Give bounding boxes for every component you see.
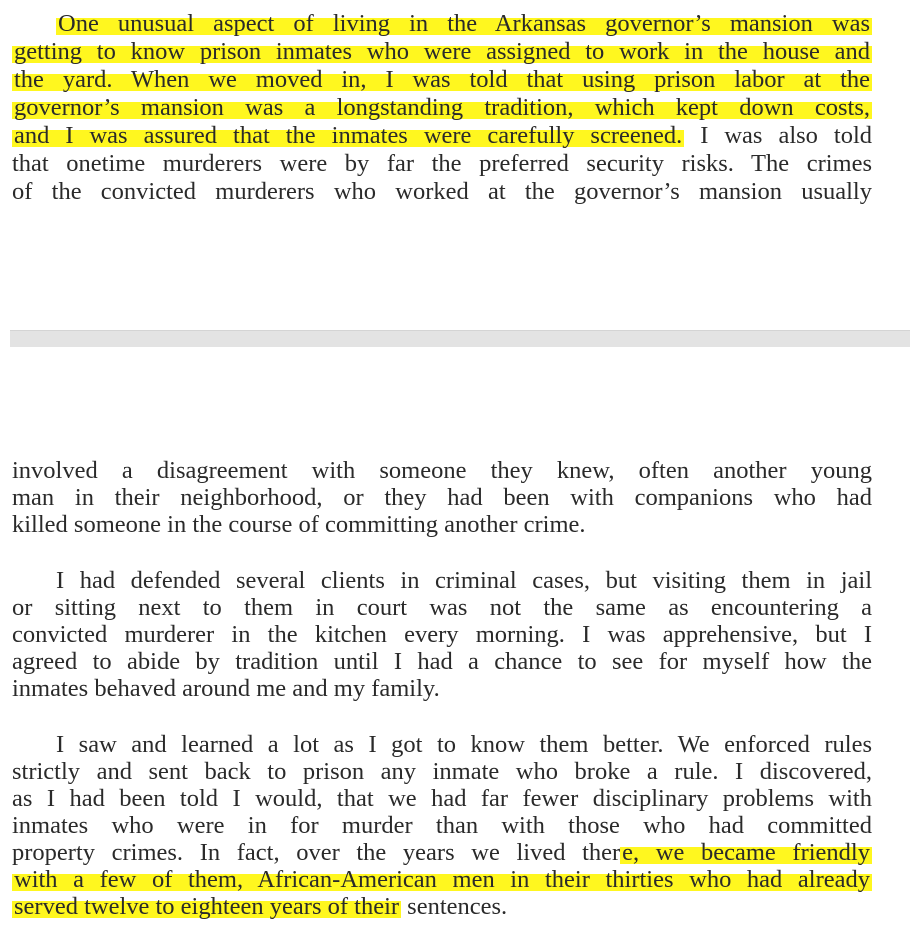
top-page <box>0 0 910 330</box>
text-run: that onetime murderers were by far the preferred security risks. The crimes <box>12 150 872 177</box>
text-line <box>12 150 872 177</box>
text-run: inmates who were in for murder than with those who had committed <box>12 812 872 839</box>
text-line <box>12 758 872 785</box>
text-run: of the convicted murderers who worked at the governor’s mansion usually <box>12 178 872 205</box>
text-line <box>12 839 872 866</box>
highlight: served twelve to eighteen years of their <box>14 893 400 920</box>
highlight: e, we became friendly <box>622 839 870 866</box>
text-line <box>12 812 872 839</box>
text-line <box>12 785 872 812</box>
text-line <box>12 94 872 121</box>
text-line: I had defended several clients in criminal cases, but visiting them in jail <box>56 567 872 594</box>
page-separator <box>10 330 910 348</box>
highlight: with a few of them, African-American men in their thirties who had already <box>14 866 870 893</box>
text-line: involved a disagreement with someone they knew, often another young <box>12 457 872 484</box>
text-line <box>12 10 872 37</box>
text-line: agreed to abide by tradition until I had a chance to see for myself how the <box>12 648 872 675</box>
text-line <box>12 38 872 65</box>
highlight: governor’s mansion was a longstanding tradition, which kept down costs, <box>14 94 870 121</box>
text-line: convicted murderer in the kitchen every morning. I was apprehensive, but I <box>12 621 872 648</box>
highlight: the yard. When we moved in, I was told that using prison labor at the <box>14 66 870 93</box>
text-line <box>12 178 872 205</box>
text-run: strictly and sent back to prison any inmate who broke a rule. I discovered, <box>12 758 872 785</box>
bottom-page <box>0 347 910 930</box>
text-run: property crimes. In fact, over the years we lived ther <box>12 839 621 866</box>
text-line: man in their neighborhood, or they had been with companions who had <box>12 484 872 511</box>
highlight: One unusual aspect of living in the Arkansas governor’s mansion was <box>58 10 870 37</box>
text-line: killed someone in the course of committing another crime. <box>12 511 586 538</box>
text-run: sentences. <box>401 893 508 920</box>
text-line <box>12 731 872 758</box>
text-run: I saw and learned a lot as I got to know them better. We enforced rules <box>56 731 872 758</box>
text-line: or sitting next to them in court was not the same as encountering a <box>12 594 872 621</box>
highlight: and I was assured that the inmates were carefully screened. <box>14 122 683 149</box>
text-line <box>12 66 872 93</box>
text-line <box>12 122 872 149</box>
text-line <box>12 866 872 893</box>
text-line <box>12 893 872 920</box>
text-run: as I had been told I would, that we had far fewer disciplinary problems with <box>12 785 872 812</box>
text-run: I was also told <box>684 122 872 149</box>
highlight: getting to know prison inmates who were assigned to work in the house and <box>14 38 870 65</box>
text-line: inmates behaved around me and my family. <box>12 675 440 702</box>
